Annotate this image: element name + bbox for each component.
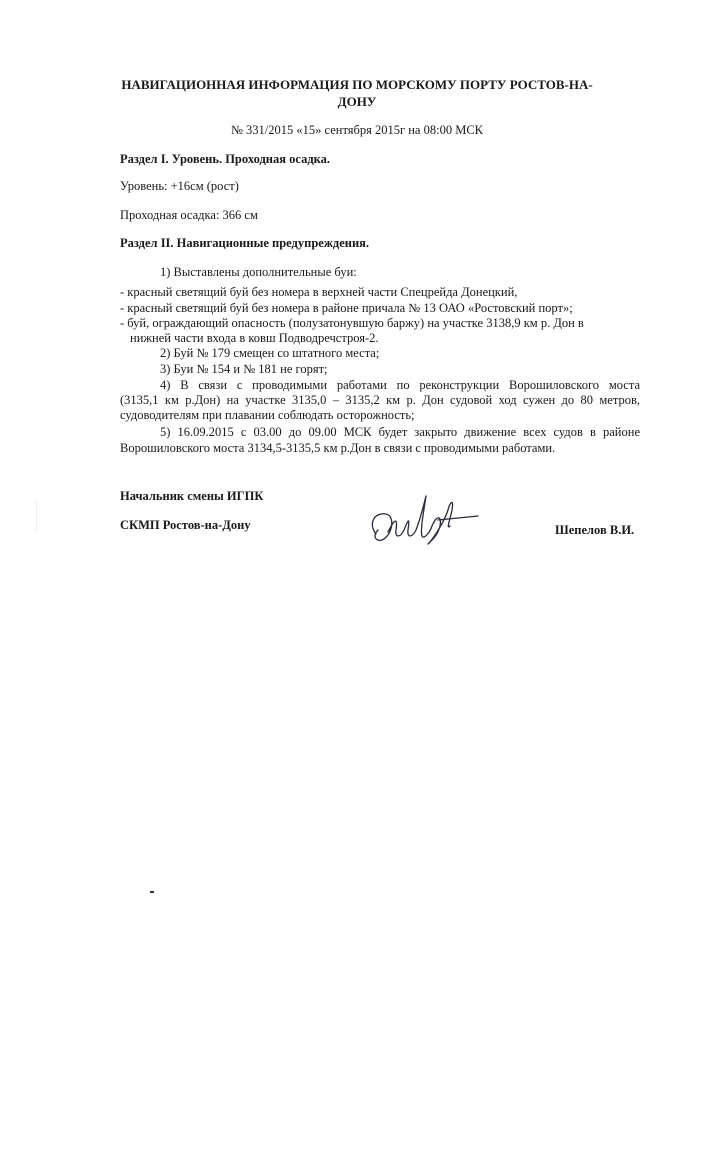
document-title-line-2: ДОНУ: [337, 94, 377, 109]
section-2-heading: Раздел II. Навигационные предупреждения.: [120, 236, 370, 250]
scan-artifact: [36, 500, 37, 530]
warning-line: Ворошиловского моста 3134,5-3135,5 км р.Дон в связи с проводимыми работами.: [120, 441, 556, 455]
warning-line: (3135,1 км р.Дон) на участке 3135,0 – 3135,2 км р. Дон судовой ход сужен до 80 метров,: [120, 393, 640, 407]
warning-line: 4) В связи с проводимыми работами по реконструкции Ворошиловского моста: [160, 378, 640, 392]
blank-area: [0, 960, 714, 1176]
handwritten-signature: [366, 486, 486, 556]
passage-draft: Проходная осадка: 366 см: [120, 208, 258, 222]
water-level: Уровень: +16см (рост): [120, 179, 239, 193]
warning-line: - буй, ограждающий опасность (полузатонувшую баржу) на участке 3138,9 км р. Дон в: [120, 316, 584, 330]
warning-line: судоводителям при плавании соблюдать осторожность;: [120, 408, 415, 422]
issue-line: № 331/2015 «15» сентября 2015г на 08:00 МСК: [231, 123, 483, 137]
warning-line: - красный светящий буй без номера в районе причала № 13 ОАО «Ростовский порт»;: [120, 301, 573, 315]
section-1-heading: Раздел I. Уровень. Проходная осадка.: [120, 152, 331, 166]
signatory-position-line-1: Начальник смены ИГПК: [120, 489, 264, 503]
warning-line: нижней части входа в ковш Подводречстроя-2.: [130, 331, 379, 345]
warning-line: 5) 16.09.2015 с 03.00 до 09.00 МСК будет закрыто движение всех судов в районе: [160, 425, 640, 439]
warning-line: 3) Буи № 154 и № 181 не горят;: [160, 362, 328, 376]
warning-line: - красный светящий буй без номера в верхней части Спецрейда Донецкий,: [120, 285, 518, 299]
document-title-line-1: НАВИГАЦИОННАЯ ИНФОРМАЦИЯ ПО МОРСКОМУ ПОРТУ РОСТОВ-НА-: [121, 77, 593, 92]
scan-mark: [150, 891, 154, 893]
signatory-name: Шепелов В.И.: [555, 523, 635, 537]
warning-line: 1) Выставлены дополнительные буи:: [160, 265, 357, 279]
warning-line: 2) Буй № 179 смещен со штатного места;: [160, 346, 380, 360]
signatory-position-line-2: СКМП Ростов-на-Дону: [120, 518, 251, 532]
